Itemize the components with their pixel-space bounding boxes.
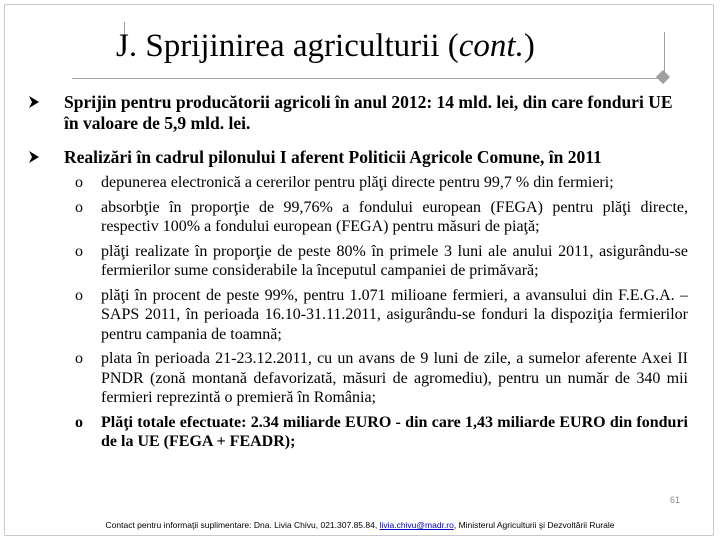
circle-bullet-icon: o <box>75 174 83 191</box>
sub-bullet-1 <box>28 173 688 193</box>
circle-bullet-icon: o <box>75 242 83 260</box>
main-bullet-1-text: Sprijin pentru producătorii agricoli în anul 2012: 14 mld. lei, din care fonduri UE în valoare de 5,9 mld. lei. <box>64 92 673 133</box>
footer-email-link[interactable]: livia.chivu@madr.ro <box>379 520 454 530</box>
circle-bullet-icon: o <box>75 198 83 216</box>
title-suffix: ) <box>523 28 535 64</box>
sub-bullet-list <box>28 173 688 452</box>
footer-contact <box>0 520 720 530</box>
footer-text-after: , Ministerul Agriculturii şi Dezvoltării Rurale <box>453 520 615 530</box>
title-prefix: J. Sprijinirea agriculturii ( <box>116 28 459 64</box>
sub-bullet-3 <box>28 242 688 281</box>
sub-bullet-2 <box>28 198 688 237</box>
sub-bullet-4-text: plăţi în procent de peste 99%, pentru 1.071 milioane fermieri, a avansului din F.E.G.A. – SAPS 2011, în perioada 16.10-31.11.2011, asigurându-se fonduri la dispoziţia fermierilor pentru campania de toamnă; <box>101 286 688 343</box>
slide-content <box>28 92 688 457</box>
page-title <box>116 28 535 65</box>
main-bullet-1 <box>28 92 688 134</box>
sub-bullet-4 <box>28 286 688 345</box>
page-number: 61 <box>669 495 680 505</box>
footer-text-before: Contact pentru informaţii suplimentare: Dna. Livia Chivu, 021.307.85.84, <box>105 520 380 530</box>
arrowhead-bullet-icon <box>28 95 40 109</box>
circle-bullet-icon: o <box>75 286 83 304</box>
sub-bullet-6 <box>28 413 688 452</box>
sub-bullet-1-text: depunerea electronică a cererilor pentru plăţi directe pentru 99,7 % din fermieri; <box>101 174 614 191</box>
circle-bullet-icon: o <box>75 413 83 431</box>
sub-bullet-3-text: plăţi realizate în proporţie de peste 80% în primele 3 luni ale anului 2011, asigurându-se fermierilor sume considerabile la începutul campaniei de primăvară; <box>101 242 688 279</box>
circle-bullet-icon: o <box>75 350 83 367</box>
main-bullet-2-text: Realizări în cadrul pilonului I aferent Politicii Agricole Comune, în 2011 <box>64 147 602 167</box>
main-bullet-2 <box>28 147 688 168</box>
arrowhead-bullet-icon <box>28 150 40 164</box>
sub-bullet-5-text: plata în perioada 21-23.12.2011, cu un avans de 9 luni de zile, a sumelor aferente Axei II PNDR (zonă montană defavorizată, măsuri de agromediu), pentru un număr de 340 mii fermieri reprezintă o premieră în România; <box>101 350 688 406</box>
title-italic: cont. <box>458 28 524 64</box>
sub-bullet-2-text: absorbţie în proporţie de 99,76% a fondului european (FEGA) pentru plăţi directe, respectiv 100% a fondului european (FEGA) pentru măsuri de piaţă; <box>101 198 688 235</box>
sub-bullet-5 <box>28 349 688 408</box>
sub-bullet-6-text: Plăţi totale efectuate: 2.34 miliarde EURO - din care 1,43 miliarde EURO din fonduri de la UE (FEGA + FEADR); <box>101 413 688 450</box>
title-rule-horizontal <box>72 78 662 79</box>
